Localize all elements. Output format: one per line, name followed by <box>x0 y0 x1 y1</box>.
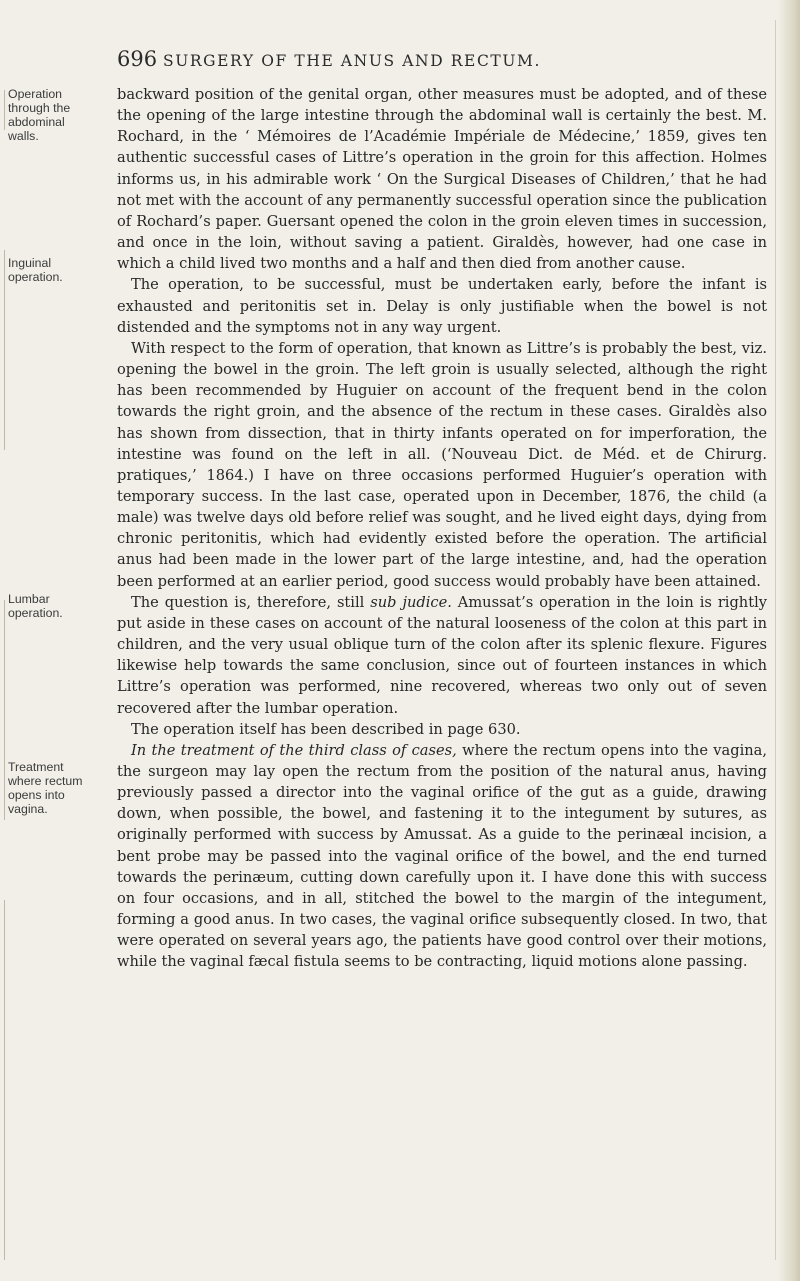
paragraph-6-rest: where the rectum opens into the vagina, the surgeon may lay open the rectum from the position of the natural anus, having previously passed a director into the vaginal orifice of the gut as a guide, drawing down, when possible, the bowel, and fastening it to the integument by sutures, as originally performed with success by Amussat. As a guide to the perinæal incision, a bent probe may be passed into the vaginal orifice of the bowel, and the end turned towards the perinæum, cutting down carefully upon it. I have done this with success on four occasions, and in all, stitched the bowel to the margin of the integument, forming a good anus. In two cases, the vaginal orifice subsequently closed. In two, that were operated on several years ago, the patients have good control over their motions, while the vaginal fæcal fistula seems to be contracting, liquid motions alone passing. <box>117 741 767 971</box>
margin-rule <box>4 250 5 450</box>
paragraph-4 <box>117 592 767 719</box>
margin-note-abdominal: Operation through the abdominal walls. <box>8 87 71 143</box>
margin-note-vagina: Treatment where rectum opens into vagina. <box>8 760 83 816</box>
paragraph-6-heading: In the treatment of the third class of cases, <box>131 741 457 759</box>
paragraph-1: backward position of the genital organ, other measures must be adopted, and of these the opening of the large intestine through the abdominal wall is certainly the best. M. Rochard, in the ‘ Mémoires de l’Académie Impériale de Médecine,’ 1859, gives ten authentic successful cases of Littre’s operation in the groin for this affection. Holmes informs us, in his admirable work ‘ On the Surgical Diseases of Children,’ that he had not met with the account of any permanently successful operation since the publication of Rochard’s paper. Guersant opened the colon in the groin eleven times in succession, and once in the loin, without saving a patient. Giraldès, however, had one case in which a child lived two months and a half and then died from another cause. <box>117 86 767 273</box>
margin-note-lumbar: Lumbar operation. <box>8 592 63 620</box>
body-text <box>117 84 767 973</box>
paragraph-3: With respect to the form of operation, that known as Littre’s is probably the best, viz. opening the bowel in the groin. The left groin is usually selected, although the right has been recommended by Huguier on account of the frequent bend in the colon towards the right groin, and the absence of the rectum in these cases. Giraldès also has shown from dissection, that in thirty infants operated on for imperforation, the intestine was found on the left in all. (‘Nouveau Dict. de Méd. et de Chirurg. pratiques,’ 1864.) I have on three occasions performed Huguier’s operation with temporary success. In the last case, operated upon in December, 1876, the child (a male) was twelve days old before relief was sought, and he lived eight days, dying from chronic peritonitis, which had evidently existed before the operation. The artificial anus had been made in the lower part of the large intestine, and, had the operation been performed at an earlier period, good success would probably have been attained. <box>117 339 767 590</box>
paragraph-4-start: The question is, therefore, still <box>131 593 371 611</box>
page-number: 696 <box>117 47 158 71</box>
margin-rule <box>4 600 5 820</box>
page-edge-line <box>775 20 776 1260</box>
margin-rule <box>4 900 5 1260</box>
margin-note-inguinal: Inguinal operation. <box>8 256 63 284</box>
paragraph-6 <box>117 740 767 973</box>
page-edge-shadow <box>778 0 800 1281</box>
margin-rule <box>4 90 5 130</box>
paragraph-2: The operation, to be successful, must be undertaken early, before the infant is exhausted and peritonitis set in. Delay is only justifiable when the bowel is not distended and the symptoms not in any way urgent. <box>117 276 767 336</box>
paragraph-4-rest: Amussat’s operation in the loin is rightly put aside in these cases on account of the natural looseness of the colon at this part in children, and the very usual oblique turn of the colon after its splenic flexure. Figures likewise help towards the same conclusion, since out of fourteen instances in which Littre’s operation was performed, nine recovered, whereas two only out of seven recovered after the lumbar operation. <box>117 593 767 717</box>
paragraph-5: The operation itself has been described in page 630. <box>131 720 521 738</box>
paragraph-4-latin: sub judice. <box>370 593 452 611</box>
running-title: SURGERY OF THE ANUS AND RECTUM. <box>163 52 542 70</box>
